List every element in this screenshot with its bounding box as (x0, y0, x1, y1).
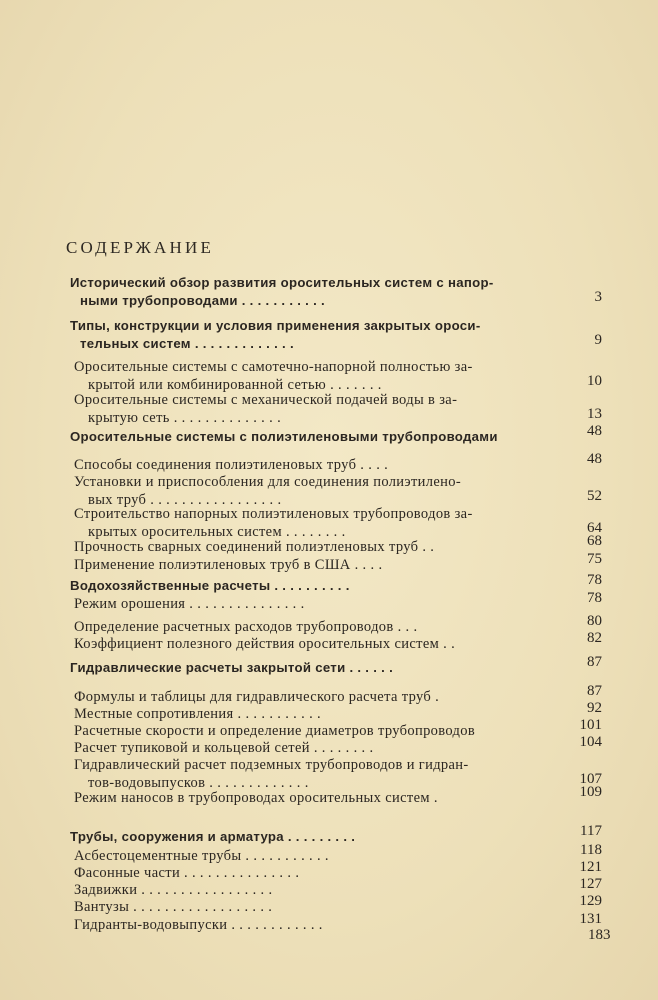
toc-entry-line: Задвижки . . . . . . . . . . . . . . . . . (74, 882, 273, 898)
toc-entry-line: Применение полиэтиленовых труб в США . . . . (74, 557, 383, 573)
toc-entry-page: 82 (587, 630, 602, 646)
toc-entry-line: Вантузы . . . . . . . . . . . . . . . . . . (74, 899, 273, 915)
toc-entry-line: Оросительные системы с механической подачей воды в за- (74, 392, 458, 408)
toc-entry-line: Формулы и таблицы для гидравлического расчета труб . (74, 689, 440, 705)
toc-entry-page: 107 (579, 771, 602, 787)
toc-entry-line: Оросительные системы с полиэтиленовыми трубопроводами (70, 429, 498, 444)
toc-entry-line: Режим наносов в трубопроводах оросительных систем . (74, 790, 438, 806)
contents-heading: СОДЕРЖАНИЕ (66, 238, 215, 257)
toc-entry-page: 87 (587, 683, 602, 699)
toc-entry-line: Способы соединения полиэтиленовых труб . . . . (74, 457, 389, 473)
toc-entry-page: 80 (587, 613, 602, 629)
toc-entry-line: ными трубопроводами . . . . . . . . . . . (80, 293, 325, 308)
toc-entry-page: 48 (587, 423, 602, 439)
toc-entry-page: 131 (579, 911, 602, 927)
page-number: 183 (588, 927, 611, 943)
toc-entry-page: 9 (594, 332, 602, 348)
toc-entry-line: Гидравлический расчет подземных трубопроводов и гидран- (74, 757, 469, 773)
toc-entry-page: 117 (580, 823, 602, 839)
toc-entry-page: 129 (579, 893, 602, 909)
toc-entry-line: Гидравлические расчеты закрытой сети . . . . . . (70, 660, 394, 675)
toc-entry-line: Расчет тупиковой и кольцевой сетей . . . . . . . . (74, 740, 374, 756)
toc-entry-line: Водохозяйственные расчеты . . . . . . . . . . (70, 578, 350, 593)
toc-entry-page: 10 (587, 373, 602, 389)
toc-entry-line: Прочность сварных соединений полиэтленовых труб . . (74, 539, 435, 555)
toc-entry-line: Трубы, сооружения и арматура . . . . . . . . . (70, 829, 356, 844)
toc-entry-line: Исторический обзор развития оросительных систем с напор- (70, 275, 494, 290)
toc-entry-line: Типы, конструкции и условия применения закрытых ороси- (70, 318, 481, 333)
toc-entry-page: 52 (587, 488, 602, 504)
toc-entry-line: тов-водовыпусков . . . . . . . . . . . . . (88, 775, 309, 791)
toc-entry-line: Строительство напорных полиэтиленовых трубопроводов за- (74, 506, 473, 522)
toc-entry-page: 104 (579, 734, 602, 750)
toc-entry-page: 78 (587, 590, 602, 606)
toc-entry-line: Асбестоцементные трубы . . . . . . . . . . . (74, 848, 329, 864)
toc-entry-line: Определение расчетных расходов трубопроводов . . . (74, 619, 418, 635)
toc-entry-page: 3 (594, 289, 602, 305)
toc-entry-line: Расчетные скорости и определение диаметров трубопроводов (74, 723, 476, 739)
toc-entry-line: тельных систем . . . . . . . . . . . . . (80, 336, 294, 351)
toc-entry-page: 92 (587, 700, 602, 716)
toc-entry-page: 109 (579, 784, 602, 800)
toc-entry-page: 118 (580, 842, 602, 858)
toc-entry-page: 78 (587, 572, 602, 588)
toc-entry-line: вых труб . . . . . . . . . . . . . . . . . (88, 492, 282, 508)
toc-entry-page: 64 (587, 520, 602, 536)
toc-entry-line: крытую сеть . . . . . . . . . . . . . . (88, 410, 282, 426)
toc-entry-line: Режим орошения . . . . . . . . . . . . . . . (74, 596, 305, 612)
toc-entry-line: Установки и приспособления для соединения полиэтилено- (74, 474, 462, 490)
toc-entry-line: Коэффициент полезного действия оросительных систем . . (74, 636, 456, 652)
toc-entry-line: Местные сопротивления . . . . . . . . . . . (74, 706, 322, 722)
toc-entry-page: 121 (579, 859, 602, 875)
toc-entry-line: Оросительные системы с самотечно-напорной полностью за- (74, 359, 473, 375)
toc-entry-line: Фасонные части . . . . . . . . . . . . . . . (74, 865, 300, 881)
toc-entry-line: Гидранты-водовыпуски . . . . . . . . . . . . (74, 917, 323, 933)
toc-entry-page: 127 (579, 876, 602, 892)
toc-entry-page: 68 (587, 533, 602, 549)
toc-entry-line: крытой или комбинированной сетью . . . . . . . (88, 377, 382, 393)
toc-entry-page: 87 (587, 654, 602, 670)
toc-entry-page: 13 (587, 406, 602, 422)
toc-entry-line: крытых оросительных систем . . . . . . . . (88, 524, 346, 540)
toc-entry-page: 48 (587, 451, 602, 467)
toc-entry-page: 75 (587, 551, 602, 567)
toc-entry-page: 101 (579, 717, 602, 733)
